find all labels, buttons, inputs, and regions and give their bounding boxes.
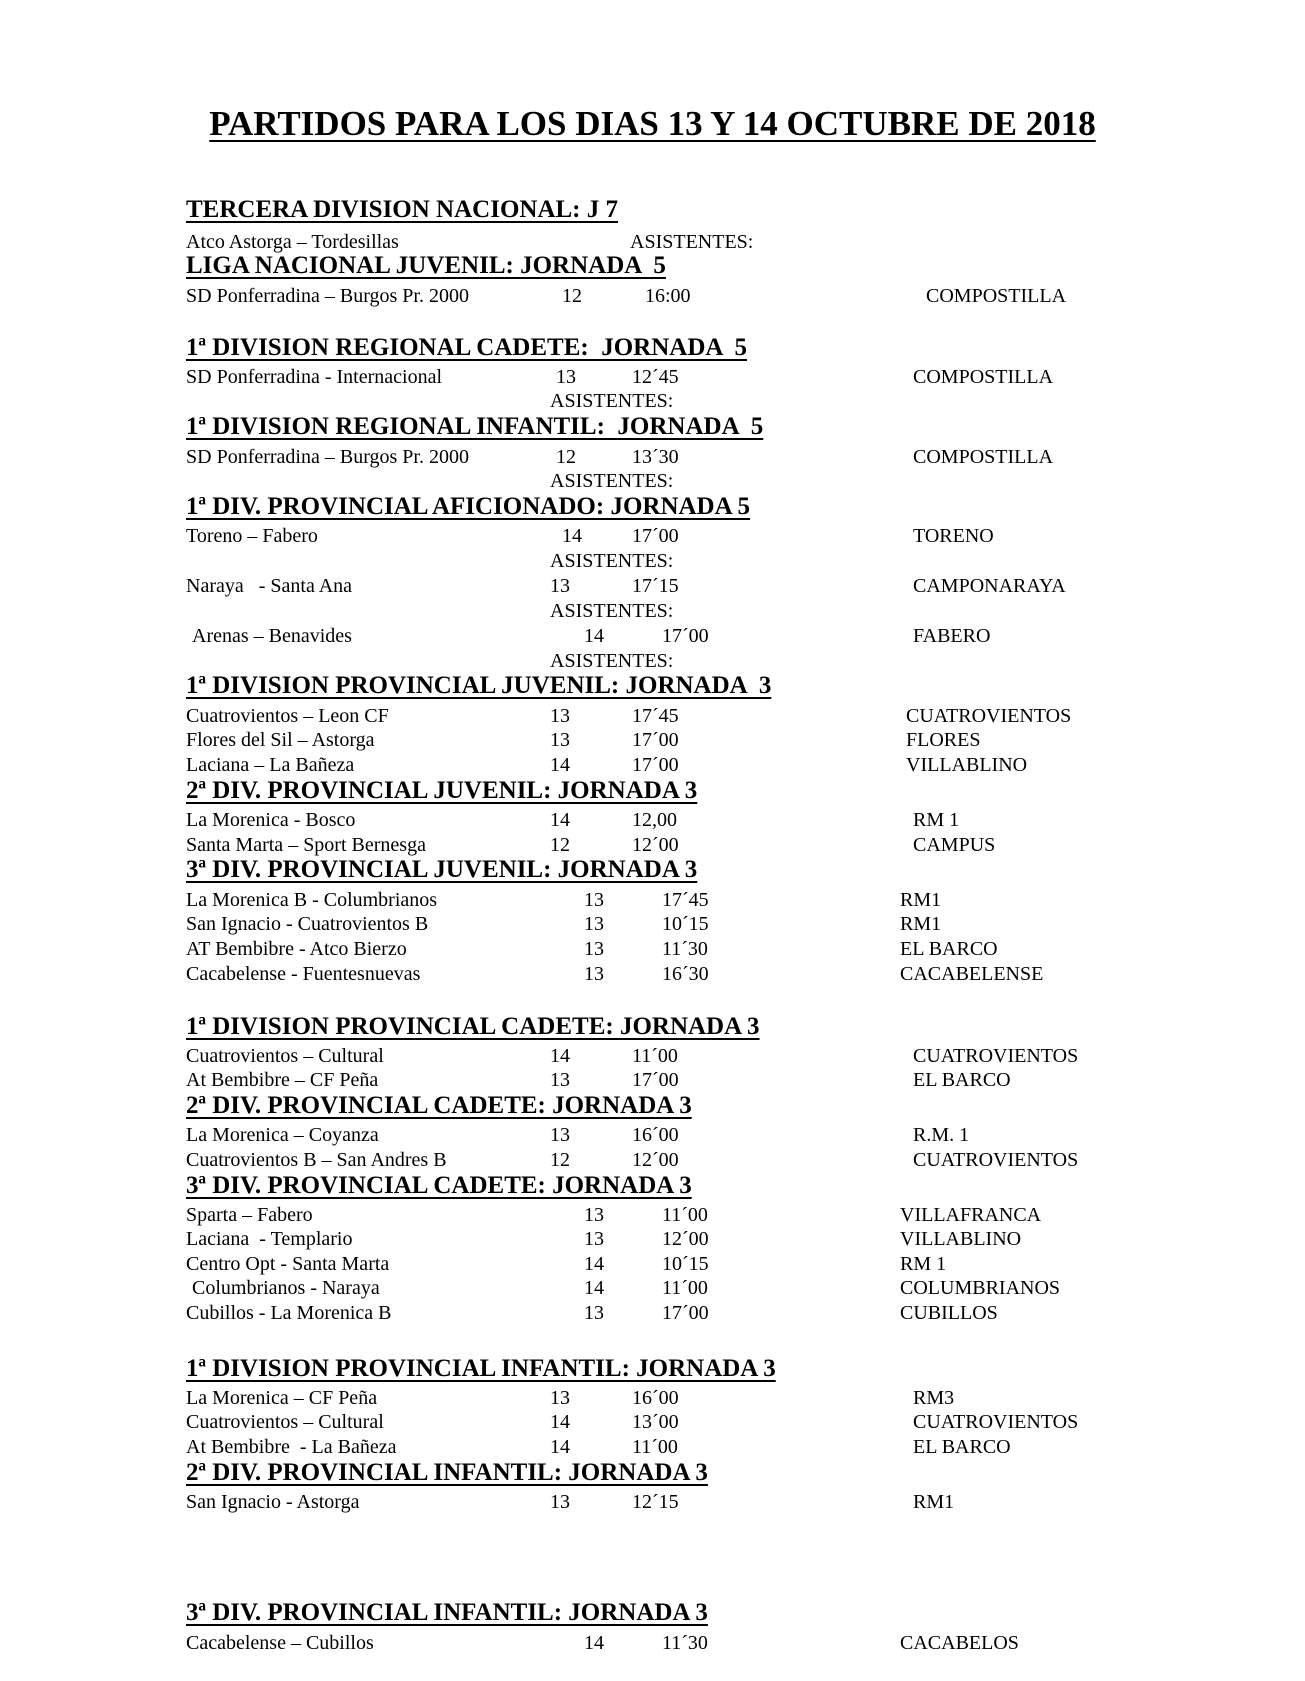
- section-heading: 1ª DIV. PROVINCIAL AFICIONADO: JORNADA 5: [186, 493, 751, 520]
- match-row: [0, 703, 1305, 729]
- match-time: 12´45: [632, 366, 679, 388]
- match-teams: Cacabelense - Fuentesnuevas: [186, 963, 421, 985]
- match-day: 14: [550, 1436, 570, 1458]
- match-day: 14: [550, 1411, 570, 1433]
- match-teams: San Ignacio - Cuatrovientos B: [186, 913, 429, 935]
- match-row: [0, 911, 1305, 937]
- match-row: [0, 548, 1305, 574]
- match-day: 12: [550, 834, 570, 856]
- match-row: [0, 1434, 1305, 1460]
- match-venue: VILLABLINO: [900, 1228, 1022, 1250]
- match-venue: CAMPONARAYA: [913, 575, 1066, 597]
- match-time: 12´00: [632, 1149, 679, 1171]
- match-time: 10´15: [662, 913, 709, 935]
- match-time: 16´00: [632, 1387, 679, 1409]
- match-venue: CACABELOS: [900, 1632, 1019, 1654]
- assistants-label: ASISTENTES:: [550, 470, 674, 492]
- assistants-label: ASISTENTES:: [630, 231, 754, 253]
- match-teams: Cubillos - La Morenica B: [186, 1302, 392, 1324]
- match-row: [0, 444, 1305, 470]
- match-time: 12´15: [632, 1491, 679, 1513]
- match-row: [0, 388, 1305, 414]
- match-row: [0, 1275, 1305, 1301]
- match-teams: Toreno – Fabero: [186, 525, 318, 547]
- match-row: [0, 1122, 1305, 1148]
- match-time: 17´45: [662, 889, 709, 911]
- match-row: [0, 468, 1305, 494]
- match-day: 13: [550, 729, 570, 751]
- match-time: 16´00: [632, 1124, 679, 1146]
- match-day: 12: [556, 446, 576, 468]
- match-venue: VILLABLINO: [906, 754, 1028, 776]
- page-title: PARTIDOS PARA LOS DIAS 13 Y 14 OCTUBRE DE 2018: [209, 104, 1096, 143]
- section-heading: 2ª DIV. PROVINCIAL CADETE: JORNADA 3: [186, 1092, 692, 1119]
- match-day: 13: [550, 1069, 570, 1091]
- match-venue: CAMPUS: [913, 834, 996, 856]
- match-day: 12: [562, 285, 582, 307]
- match-row: [0, 1630, 1305, 1656]
- match-teams: La Morenica – Coyanza: [186, 1124, 379, 1146]
- section-heading: TERCERA DIVISION NACIONAL: J 7: [186, 196, 619, 223]
- match-day: 14: [550, 1045, 570, 1067]
- match-venue: RM1: [900, 913, 942, 935]
- match-time: 12,00: [632, 809, 677, 831]
- match-day: 14: [550, 754, 570, 776]
- match-venue: CUATROVIENTOS: [906, 705, 1072, 727]
- match-venue: TORENO: [913, 525, 994, 547]
- match-time: 16´30: [662, 963, 709, 985]
- match-venue: EL BARCO: [913, 1069, 1011, 1091]
- match-row: [0, 1226, 1305, 1252]
- match-venue: FABERO: [913, 625, 991, 647]
- section-heading: 3ª DIV. PROVINCIAL CADETE: JORNADA 3: [186, 1172, 692, 1199]
- match-row: [0, 1202, 1305, 1228]
- match-row: [0, 961, 1305, 987]
- match-teams: SD Ponferradina - Internacional: [186, 366, 443, 388]
- section-heading: LIGA NACIONAL JUVENIL: JORNADA 5: [186, 252, 666, 279]
- match-time: 12´00: [662, 1228, 709, 1250]
- section-heading: 3ª DIV. PROVINCIAL INFANTIL: JORNADA 3: [186, 1599, 708, 1626]
- assistants-label: ASISTENTES:: [550, 550, 674, 572]
- match-time: 17´00: [662, 625, 709, 647]
- match-time: 10´15: [662, 1253, 709, 1275]
- match-teams: Cacabelense – Cubillos: [186, 1632, 374, 1654]
- match-teams: Centro Opt - Santa Marta: [186, 1253, 390, 1275]
- match-venue: FLORES: [906, 729, 981, 751]
- match-teams: At Bembibre – CF Peña: [186, 1069, 379, 1091]
- match-time: 11´00: [662, 1277, 708, 1299]
- match-time: 16:00: [645, 285, 691, 307]
- match-day: 14: [562, 525, 582, 547]
- match-venue: COMPOSTILLA: [913, 366, 1054, 388]
- match-teams: La Morenica – CF Peña: [186, 1387, 378, 1409]
- match-teams: La Morenica B - Columbrianos: [186, 889, 438, 911]
- match-row: [0, 752, 1305, 778]
- match-venue: CUATROVIENTOS: [913, 1045, 1079, 1067]
- match-row: [0, 623, 1305, 649]
- match-day: 13: [584, 1228, 604, 1250]
- match-teams: Laciana - Templario: [186, 1228, 353, 1250]
- match-time: 11´30: [662, 938, 708, 960]
- match-venue: VILLAFRANCA: [900, 1204, 1042, 1226]
- match-venue: CACABELENSE: [900, 963, 1044, 985]
- match-row: [0, 1147, 1305, 1173]
- section-heading: 1ª DIVISION REGIONAL CADETE: JORNADA 5: [186, 334, 748, 361]
- match-row: [0, 1385, 1305, 1411]
- match-venue: EL BARCO: [900, 938, 998, 960]
- assistants-label: ASISTENTES:: [550, 650, 674, 672]
- match-teams: Arenas – Benavides: [192, 625, 352, 647]
- match-row: [0, 1300, 1305, 1326]
- match-teams: La Morenica - Bosco: [186, 809, 356, 831]
- match-row: [0, 598, 1305, 624]
- match-venue: RM1: [913, 1491, 955, 1513]
- section-heading: 2ª DIV. PROVINCIAL JUVENIL: JORNADA 3: [186, 777, 698, 804]
- match-row: [0, 1251, 1305, 1277]
- match-time: 17´00: [632, 525, 679, 547]
- match-row: [0, 887, 1305, 913]
- match-day: 12: [550, 1149, 570, 1171]
- section-heading: 1ª DIVISION REGIONAL INFANTIL: JORNADA 5: [186, 413, 764, 440]
- match-time: 17´00: [632, 729, 679, 751]
- match-teams: Naraya - Santa Ana: [186, 575, 353, 597]
- match-time: 11´00: [662, 1204, 708, 1226]
- match-time: 11´30: [662, 1632, 708, 1654]
- section-heading: 2ª DIV. PROVINCIAL INFANTIL: JORNADA 3: [186, 1459, 708, 1486]
- match-row: [0, 364, 1305, 390]
- assistants-label: ASISTENTES:: [550, 600, 674, 622]
- match-day: 13: [584, 1204, 604, 1226]
- match-teams: Cuatrovientos – Cultural: [186, 1045, 384, 1067]
- match-time: 11´00: [632, 1436, 678, 1458]
- match-day: 14: [584, 1277, 604, 1299]
- match-row: [0, 1409, 1305, 1435]
- match-day: 13: [550, 575, 570, 597]
- section-heading: 3ª DIV. PROVINCIAL JUVENIL: JORNADA 3: [186, 856, 698, 883]
- match-row: [0, 727, 1305, 753]
- match-teams: Flores del Sil – Astorga: [186, 729, 375, 751]
- match-day: 14: [550, 809, 570, 831]
- match-teams: Sparta – Fabero: [186, 1204, 313, 1226]
- match-day: 13: [550, 1387, 570, 1409]
- match-time: 12´00: [632, 834, 679, 856]
- match-time: 17´45: [632, 705, 679, 727]
- match-day: 14: [584, 1632, 604, 1654]
- match-venue: R.M. 1: [913, 1124, 970, 1146]
- assistants-label: ASISTENTES:: [550, 390, 674, 412]
- match-day: 13: [584, 938, 604, 960]
- match-teams: At Bembibre - La Bañeza: [186, 1436, 397, 1458]
- match-row: [0, 1043, 1305, 1069]
- match-row: [0, 283, 1305, 309]
- match-teams: San Ignacio - Astorga: [186, 1491, 360, 1513]
- match-teams: Atco Astorga – Tordesillas: [186, 231, 399, 253]
- match-time: 13´30: [632, 446, 679, 468]
- match-row: [0, 573, 1305, 599]
- match-teams: Cuatrovientos B – San Andres B: [186, 1149, 447, 1171]
- match-venue: CUATROVIENTOS: [913, 1411, 1079, 1433]
- match-day: 13: [550, 1491, 570, 1513]
- match-time: 13´00: [632, 1411, 679, 1433]
- match-day: 14: [584, 625, 604, 647]
- match-time: 17´00: [632, 1069, 679, 1091]
- match-venue: EL BARCO: [913, 1436, 1011, 1458]
- match-venue: COMPOSTILLA: [926, 285, 1067, 307]
- match-venue: CUATROVIENTOS: [913, 1149, 1079, 1171]
- match-venue: RM 1: [913, 809, 960, 831]
- match-day: 13: [584, 913, 604, 935]
- match-venue: COLUMBRIANOS: [900, 1277, 1061, 1299]
- match-teams: Santa Marta – Sport Bernesga: [186, 834, 426, 856]
- match-time: 17´00: [632, 754, 679, 776]
- match-row: [0, 832, 1305, 858]
- match-venue: RM3: [913, 1387, 955, 1409]
- match-day: 14: [584, 1253, 604, 1275]
- match-row: [0, 807, 1305, 833]
- match-time: 11´00: [632, 1045, 678, 1067]
- match-teams: Cuatrovientos – Leon CF: [186, 705, 389, 727]
- match-day: 13: [556, 366, 576, 388]
- match-teams: Cuatrovientos – Cultural: [186, 1411, 384, 1433]
- match-row: [0, 936, 1305, 962]
- match-teams: SD Ponferradina – Burgos Pr. 2000: [186, 285, 469, 307]
- match-venue: RM 1: [900, 1253, 947, 1275]
- match-row: [0, 648, 1305, 674]
- match-row: [0, 1489, 1305, 1515]
- match-venue: RM1: [900, 889, 942, 911]
- match-teams: AT Bembibre - Atco Bierzo: [186, 938, 407, 960]
- match-row: [0, 1067, 1305, 1093]
- match-venue: COMPOSTILLA: [913, 446, 1054, 468]
- match-day: 13: [550, 705, 570, 727]
- section-heading: 1ª DIVISION PROVINCIAL JUVENIL: JORNADA 3: [186, 672, 772, 699]
- match-teams: SD Ponferradina – Burgos Pr. 2000: [186, 446, 469, 468]
- match-teams: Laciana – La Bañeza: [186, 754, 355, 776]
- match-day: 13: [584, 963, 604, 985]
- match-time: 17´00: [662, 1302, 709, 1324]
- section-heading: 1ª DIVISION PROVINCIAL INFANTIL: JORNADA 3: [186, 1355, 776, 1382]
- match-day: 13: [550, 1124, 570, 1146]
- match-venue: CUBILLOS: [900, 1302, 998, 1324]
- match-row: [0, 523, 1305, 549]
- match-time: 17´15: [632, 575, 679, 597]
- match-day: 13: [584, 889, 604, 911]
- section-heading: 1ª DIVISION PROVINCIAL CADETE: JORNADA 3: [186, 1013, 760, 1040]
- match-teams: Columbrianos - Naraya: [192, 1277, 380, 1299]
- match-day: 13: [584, 1302, 604, 1324]
